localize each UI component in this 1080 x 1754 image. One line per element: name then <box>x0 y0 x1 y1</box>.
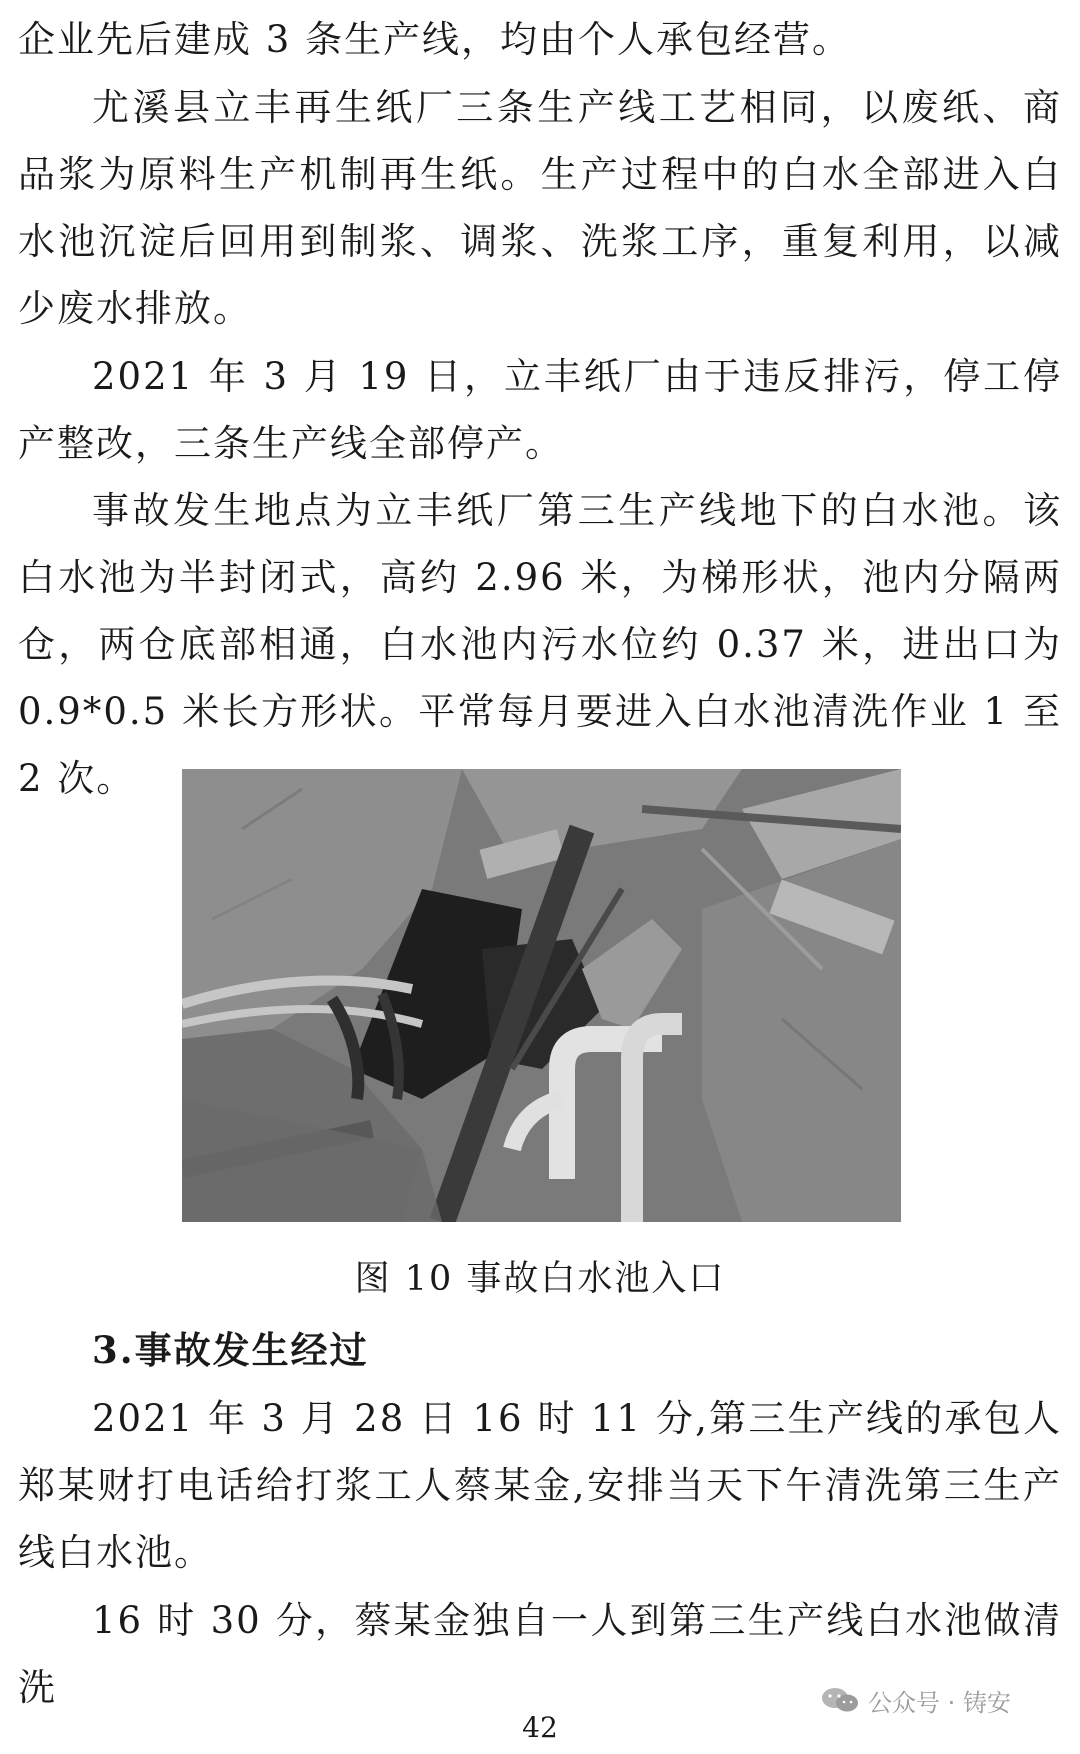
paragraph-accident-timeline: 2021 年 3 月 28 日 16 时 11 分,第三生产线的承包人郑某财打电话给打浆工人蔡某金,安排当天下午清洗第三生产线白水池。 <box>18 1397 1062 1574</box>
paragraph-shutdown: 2021 年 3 月 19 日，立丰纸厂由于违反排污，停工停产整改，三条生产线全部停产。 <box>18 355 1062 465</box>
figure-white-water-pool-entrance <box>182 769 901 1222</box>
paragraph-process-description: 尤溪县立丰再生纸厂三条生产线工艺相同，以废纸、商品浆为原料生产机制再生纸。生产过程中的白水全部进入白水池沉淀后回用到制浆、调浆、洗浆工序，重复利用，以减少废水排放。 <box>18 86 1062 330</box>
watermark-text: 公众号 · 铸安 <box>868 1688 1011 1717</box>
page-number: 42 <box>522 1711 558 1744</box>
section-heading: 3.事故发生经过 <box>92 1328 369 1372</box>
paragraph-accident-location: 事故发生地点为立丰纸厂第三生产线地下的白水池。该白水池为半封闭式，高约 2.96 米，为梯形状，池内分隔两仓，两仓底部相通，白水池内污水位约 0.37 米，进出口为 0.9*0.5 米长方形状。平常每月要进入白水池清洗作业 1 至 2 次。 <box>18 489 1062 800</box>
paragraph-intro-continuation: 企业先后建成 3 条生产线，均由个人承包经营。 <box>18 18 852 61</box>
paragraph-accident-continued: 16 时 30 分，蔡某金独自一人到第三生产线白水池做清洗 <box>18 1599 1062 1709</box>
figure-caption: 图 10 事故白水池入口 <box>354 1259 726 1299</box>
photo-grayscale <box>182 769 901 1222</box>
